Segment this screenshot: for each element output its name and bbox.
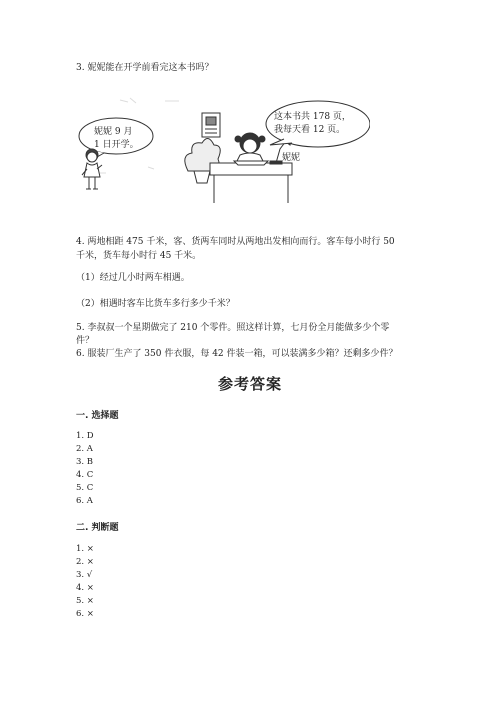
question-6-text: 6. 服装厂生产了 350 件衣服，每 42 件装一箱，可以装满多少箱？还剩多少件？ — [76, 349, 398, 359]
answer-item: 2. × — [76, 557, 94, 567]
answer-item: 4. × — [76, 583, 94, 593]
plant-pot — [185, 138, 220, 183]
left-bubble-text: 妮妮 9 月 1 日开学。 — [94, 127, 139, 150]
answer-item: 1. × — [76, 544, 94, 554]
girl-reading-figure — [234, 133, 268, 165]
answer-item: 6. × — [76, 609, 94, 619]
right-bubble-text: 这本书共 178 页， 我每天看 12 页。 — [274, 112, 351, 135]
question-4-line-2: 千米，货车每小时行 45 千米。 — [76, 251, 202, 261]
answer-item: 3. √ — [76, 570, 93, 580]
section-judge-heading: 二. 判断题 — [76, 523, 119, 533]
answer-item: 2. A — [76, 444, 93, 454]
answer-item: 5. C — [76, 483, 94, 493]
answer-item: 6. A — [76, 496, 93, 506]
answers-title: 参考答案 — [217, 375, 282, 393]
answer-item: 4. C — [76, 470, 94, 480]
question-5-line-2: 件？ — [76, 336, 95, 346]
girl-name-label: 妮妮 — [282, 153, 301, 163]
answer-item: 3. B — [76, 457, 94, 467]
answer-item: 1. D — [76, 431, 94, 441]
section-choice-heading: 一. 选择题 — [76, 411, 119, 421]
question-4-sub-2: （2）相遇时客车比货车多行多少千米？ — [76, 299, 235, 309]
question-4-sub-1: （1）经过几小时两车相遇。 — [76, 273, 190, 283]
question-3-text: 3. 妮妮能在开学前看完这本书吗？ — [76, 63, 214, 73]
answer-item: 5. × — [76, 596, 94, 606]
answer-list-judge — [76, 543, 94, 621]
wall-calendar — [202, 113, 220, 137]
desk — [210, 163, 292, 203]
answer-list-choice — [76, 430, 94, 508]
question-4-line-1: 4. 两地相距 475 千米，客、货两车同时从两地出发相向而行。客车每小时行 50 — [76, 237, 395, 247]
question-5-line-1: 5. 李叔叔一个星期做完了 210 个零件。照这样计算，七月份全月能做多少个零 — [76, 323, 390, 333]
